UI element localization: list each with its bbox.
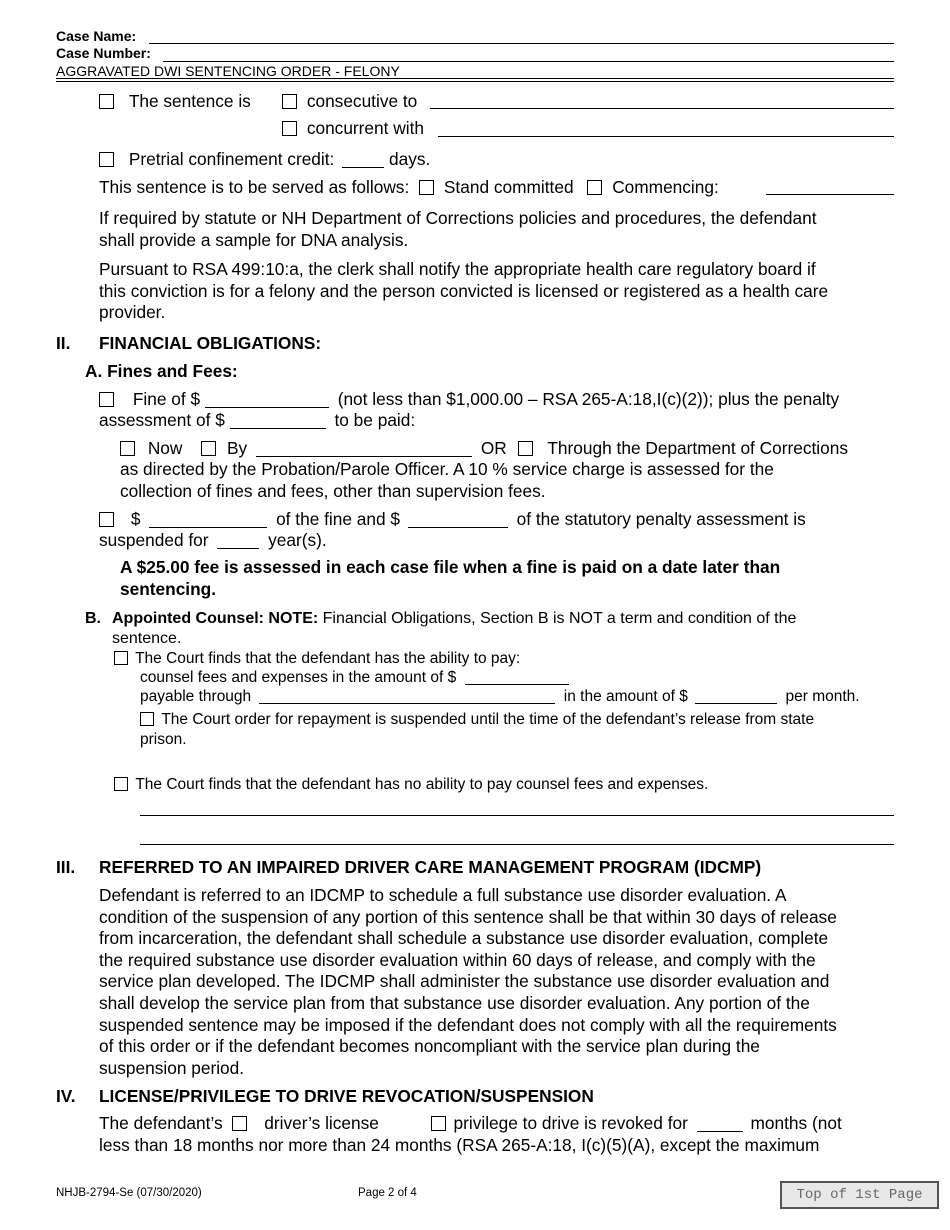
no-ability-checkbox[interactable] — [114, 777, 128, 791]
case-name-field[interactable] — [149, 43, 894, 44]
notes-line-1[interactable] — [140, 815, 894, 816]
payment-row — [120, 438, 848, 460]
privilege-label: privilege to drive is revoked for — [453, 1113, 688, 1133]
consecutive-field[interactable] — [430, 108, 894, 109]
sentence-checkbox[interactable] — [99, 94, 114, 109]
concurrent-checkbox[interactable] — [282, 121, 297, 136]
appointed-counsel-title: Appointed Counsel: NOTE: — [112, 610, 319, 627]
by-label: By — [227, 438, 248, 458]
assessment-amount-field[interactable] — [230, 414, 326, 429]
revoked-months-field[interactable] — [697, 1117, 743, 1132]
suspended-for-label: suspended for — [99, 530, 209, 550]
monthly-amount-field[interactable] — [695, 689, 777, 704]
concurrent-field[interactable] — [438, 136, 894, 137]
late-fee-notice: A $25.00 fee is assessed in each case file when a fine is paid on a date later than sentencing. — [120, 557, 781, 599]
suspended-years-field[interactable] — [217, 534, 259, 549]
now-label: Now — [147, 438, 183, 458]
top-of-first-page-button[interactable]: Top of 1st Page — [780, 1181, 939, 1209]
dollar-label: $ — [130, 509, 141, 529]
form-title: AGGRAVATED DWI SENTENCING ORDER - FELONY — [56, 63, 400, 79]
stand-committed-checkbox[interactable] — [419, 180, 434, 195]
years-label: year(s). — [268, 530, 327, 550]
fine-row — [99, 389, 839, 411]
repayment-row — [140, 711, 814, 729]
through-doc-checkbox[interactable] — [518, 441, 533, 456]
suspended-fine-row — [99, 509, 806, 531]
of-fine-label: of the fine and $ — [276, 509, 401, 529]
header-divider-2 — [56, 81, 894, 82]
ability-label: The Court finds that the defendant has the ability to pay: — [135, 650, 521, 667]
rsa-paragraph: Pursuant to RSA 499:10:a, the clerk shall notify the appropriate health care regulatory board if this conviction is for a felony and the person convicted is licensed or registered as a health care provider. — [99, 259, 829, 323]
concurrent-row — [282, 118, 424, 140]
suspended-assessment-field[interactable] — [408, 513, 508, 528]
of-statutory-label: of the statutory penalty assessment is — [516, 509, 806, 529]
counsel-fees-field[interactable] — [465, 670, 569, 685]
stand-committed-label: Stand committed — [443, 177, 574, 197]
pretrial-label: Pretrial confinement credit: — [128, 149, 335, 169]
fine-of-label: Fine of $ — [132, 389, 201, 409]
pretrial-row — [99, 149, 430, 171]
section-iii-title: REFERRED TO AN IMPAIRED DRIVER CARE MANAGEMENT PROGRAM (IDCMP) — [99, 857, 762, 877]
pretrial-days-field[interactable] — [342, 153, 384, 168]
fine-rest-label: (not less than $1,000.00 – RSA 265-A:18,I(c)(2)); plus the penalty — [337, 389, 840, 409]
fines-fees-title: A. Fines and Fees: — [85, 361, 238, 381]
suspended-fine-checkbox[interactable] — [99, 512, 114, 527]
license-line-2: less than 18 months nor more than 24 months (RSA 265-A:18, I(c)(5)(A), except the maximum — [99, 1135, 820, 1155]
through-doc-label: Through the Department of Corrections — [547, 438, 849, 458]
form-id: NHJB-2794-Se (07/30/2020) — [56, 1187, 202, 1199]
days-label: days. — [388, 149, 431, 169]
sentence-row — [99, 91, 251, 113]
suspended-for-row — [99, 530, 327, 552]
months-not-label: months (not — [750, 1113, 842, 1133]
section-ii-numeral: II. — [56, 333, 71, 353]
case-name-label: Case Name: — [56, 28, 137, 44]
privilege-checkbox[interactable] — [431, 1116, 446, 1131]
repayment-label-2: prison. — [140, 731, 187, 748]
ability-checkbox[interactable] — [114, 651, 128, 665]
section-b-letter: B. — [85, 610, 101, 627]
defendants-label: The defendant’s — [99, 1113, 223, 1133]
commencing-checkbox[interactable] — [587, 180, 602, 195]
section-ii-title: FINANCIAL OBLIGATIONS: — [99, 333, 322, 353]
to-be-paid-label: to be paid: — [334, 410, 416, 430]
in-amount-label: in the amount of $ — [563, 688, 688, 705]
no-ability-label: The Court finds that the defendant has no ability to pay counsel fees and expenses. — [135, 776, 709, 793]
commencing-field[interactable] — [766, 194, 894, 195]
served-as-label: This sentence is to be served as follows: — [99, 177, 410, 197]
sentence-is-label: The sentence is — [128, 91, 251, 111]
license-row — [99, 1113, 842, 1135]
no-ability-row — [114, 776, 708, 794]
appointed-counsel-note-2: sentence. — [112, 630, 182, 647]
page-number: Page 2 of 4 — [358, 1187, 417, 1199]
per-month-label: per month. — [785, 688, 860, 705]
consecutive-row — [282, 91, 417, 113]
directed-paragraph: as directed by the Probation/Parole Officer. A 10 % service charge is assessed for the collection of fines and fees, other than supervision fees. — [120, 459, 774, 501]
served-row — [99, 177, 719, 199]
suspended-fine-field[interactable] — [149, 513, 267, 528]
section-iv-title: LICENSE/PRIVILEGE TO DRIVE REVOCATION/SUSPENSION — [99, 1086, 594, 1106]
notes-line-2[interactable] — [140, 844, 894, 845]
header-divider — [56, 78, 894, 79]
by-checkbox[interactable] — [201, 441, 216, 456]
assessment-row — [99, 410, 415, 432]
section-iv-numeral: IV. — [56, 1086, 76, 1106]
drivers-license-label: driver’s license — [264, 1113, 379, 1133]
appointed-counsel-row — [112, 609, 796, 629]
section-iii-numeral: III. — [56, 857, 76, 877]
now-checkbox[interactable] — [120, 441, 135, 456]
consecutive-checkbox[interactable] — [282, 94, 297, 109]
assessment-label: assessment of $ — [99, 410, 225, 430]
concurrent-label: concurrent with — [306, 118, 424, 138]
drivers-license-checkbox[interactable] — [232, 1116, 247, 1131]
fine-checkbox[interactable] — [99, 392, 114, 407]
payable-row — [140, 688, 860, 706]
payable-through-label: payable through — [140, 688, 252, 705]
ability-row — [114, 649, 520, 669]
commencing-label: Commencing: — [612, 177, 719, 197]
by-date-field[interactable] — [256, 442, 472, 457]
pretrial-checkbox[interactable] — [99, 152, 114, 167]
case-number-label: Case Number: — [56, 45, 151, 61]
repayment-suspended-checkbox[interactable] — [140, 712, 154, 726]
repayment-label: The Court order for repayment is suspended until the time of the defendant’s release from state — [161, 711, 815, 728]
case-number-field[interactable] — [163, 61, 894, 62]
counsel-fees-row — [140, 669, 569, 687]
appointed-counsel-note: Financial Obligations, Section B is NOT a term and condition of the — [318, 610, 797, 627]
consecutive-label: consecutive to — [306, 91, 418, 111]
counsel-fees-label: counsel fees and expenses in the amount of $ — [140, 669, 457, 686]
idcmp-paragraph: Defendant is referred to an IDCMP to schedule a full substance use disorder evaluation. A condition of the suspension of any portion of this sentence shall be that within 30 days of release from incarceration, the defendant shall schedule a substance use disorder evaluation, complete the required substance use disorder evaluation within 60 days of release, and comply with the service plan developed. The IDCMP shall administer the substance use disorder evaluation and shall develop the service plan from that substance use disorder evaluation. Any portion of the suspended sentence may be imposed if the defendant does not comply with all the requirements of this order or if the defendant becomes noncompliant with the service plan during the suspension period. — [99, 885, 837, 1078]
dna-paragraph: If required by statute or NH Department of Corrections policies and procedures, the defendant shall provide a sample for DNA analysis. — [99, 208, 817, 250]
payable-through-field[interactable] — [259, 689, 555, 704]
or-label: OR — [480, 438, 507, 458]
fine-amount-field[interactable] — [205, 393, 329, 408]
